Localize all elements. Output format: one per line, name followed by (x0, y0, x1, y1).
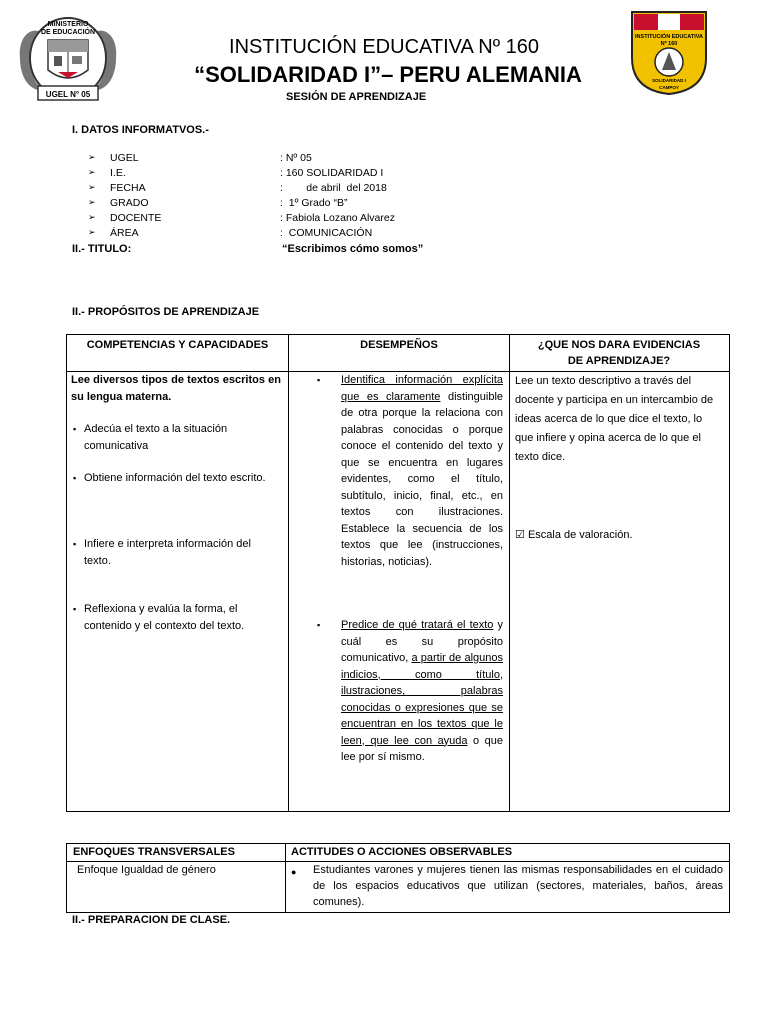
competencia-text: Lee diversos tipos de textos escritos en su lengua materna. (71, 374, 281, 403)
header-competencias: COMPETENCIAS Y CAPACIDADES (86, 339, 269, 351)
info-row-fecha: ➢ FECHA : de abril del 2018 (88, 182, 387, 194)
header-actitudes: ACTITUDES O ACCIONES OBSERVABLES (291, 846, 513, 858)
left-logo-ugel: UGEL N° 05 (45, 90, 91, 99)
titulo-value: “Escribimos cómo somos” (282, 243, 424, 255)
left-logo-line2: DE EDUCACIÓN (40, 29, 96, 36)
section-datos-informativos: I. DATOS INFORMATVOS.- (72, 124, 209, 136)
right-logo-line3: SOLIDARIDAD I (652, 78, 686, 83)
propositos-table (66, 334, 730, 812)
arrow-bullet-icon: ➢ (88, 182, 96, 192)
school-name: “SOLIDARIDAD I”– PERU ALEMANIA (194, 62, 582, 87)
section-titulo: II.- TITULO: (72, 243, 132, 255)
square-bullet-icon: ▪ (73, 604, 77, 614)
capacidad-1: Adecúa el texto a la situación comunicativa (84, 423, 228, 452)
desempeno-2: Predice de qué tratará el texto y cuál es su propósito comunicativo, a partir de algunos indicios, como título, ilustraciones, palabras conocidas o expresiones que se encuentran en los textos que le leen, que lee con ayuda o que lee por sí mismo. (341, 619, 503, 763)
arrow-bullet-icon: ➢ (88, 152, 96, 162)
header-desempenos: DESEMPEÑOS (360, 339, 438, 351)
evidencia-text: Lee un texto descriptivo a través del docente y participa en un intercambio de ideas acerca de lo que dice el texto, lo que infiere y opina acerca de lo que el texto dice. (515, 375, 714, 463)
arrow-bullet-icon: ➢ (88, 212, 96, 222)
section-preparacion: II.- PREPARACION DE CLASE. (72, 914, 231, 926)
enfoque-value: Enfoque Igualdad de género (77, 864, 216, 876)
arrow-bullet-icon: ➢ (88, 227, 96, 237)
section-propositos: II.- PROPÓSITOS DE APRENDIZAJE (72, 306, 260, 318)
info-row-grado: ➢ GRADO : 1º Grado “B” (88, 197, 348, 209)
info-row-area: ➢ ÁREA : COMUNICACIÓN (88, 227, 373, 239)
info-row-ie: ➢ I.E. : 160 SOLIDARIDAD I (88, 167, 384, 179)
arrow-bullet-icon: ➢ (88, 197, 96, 207)
capacidad-2: Obtiene información del texto escrito. (84, 472, 266, 484)
actitud-value: Estudiantes varones y mujeres tienen las mismas responsabilidades en el cuidado de los espacios educativos que utilizan (sectores, materiales, baños, áreas comunes). (313, 864, 723, 908)
header-enfoques: ENFOQUES TRANSVERSALES (73, 846, 235, 858)
capacidad-3: Infiere e interpreta información del texto. (84, 538, 251, 567)
square-bullet-icon: ▪ (73, 539, 77, 549)
capacidad-4: Reflexiona y evalúa la forma, el contenido y el contexto del texto. (84, 603, 245, 632)
enfoques-table (66, 843, 730, 913)
round-bullet-icon: ● (291, 867, 297, 877)
checkbox-checked-icon: ☑ (515, 529, 525, 541)
info-row-ugel: ➢ UGEL : Nº 05 (88, 152, 312, 164)
right-logo-line2: Nº 160 (660, 41, 678, 47)
info-row-docente: ➢ DOCENTE : Fabiola Lozano Alvarez (88, 212, 395, 224)
right-logo-line4: CAMPOY (659, 85, 679, 90)
desempeno-1: Identifica información explícita que es claramente distinguible de otra porque la relaciona con palabras conocidas o porque conoce el contenido del texto y que se encuentra en lugares evidentes, como el título, subtítulo, inicio, final, etc., en textos con ilustraciones. Establece la secuencia de los textos que lee (instrucciones, historias, noticias). (341, 374, 504, 568)
instrumento-row: ☑ Escala de valoración. (515, 529, 633, 541)
square-bullet-icon: ▪ (73, 424, 77, 434)
square-bullet-icon: ▪ (73, 473, 77, 483)
right-logo-line1: INSTITUCIÓN EDUCATIVA (635, 34, 703, 40)
header-evidencias: ¿QUE NOS DARA EVIDENCIAS DE APRENDIZAJE? (537, 339, 701, 367)
institution-title: INSTITUCIÓN EDUCATIVA Nº 160 (229, 36, 539, 58)
arrow-bullet-icon: ➢ (88, 167, 96, 177)
square-bullet-icon: ▪ (317, 620, 321, 630)
square-bullet-icon: ▪ (317, 375, 321, 385)
session-title: SESIÓN DE APRENDIZAJE (286, 91, 427, 103)
left-logo-line1: MINISTERIO (47, 21, 89, 28)
